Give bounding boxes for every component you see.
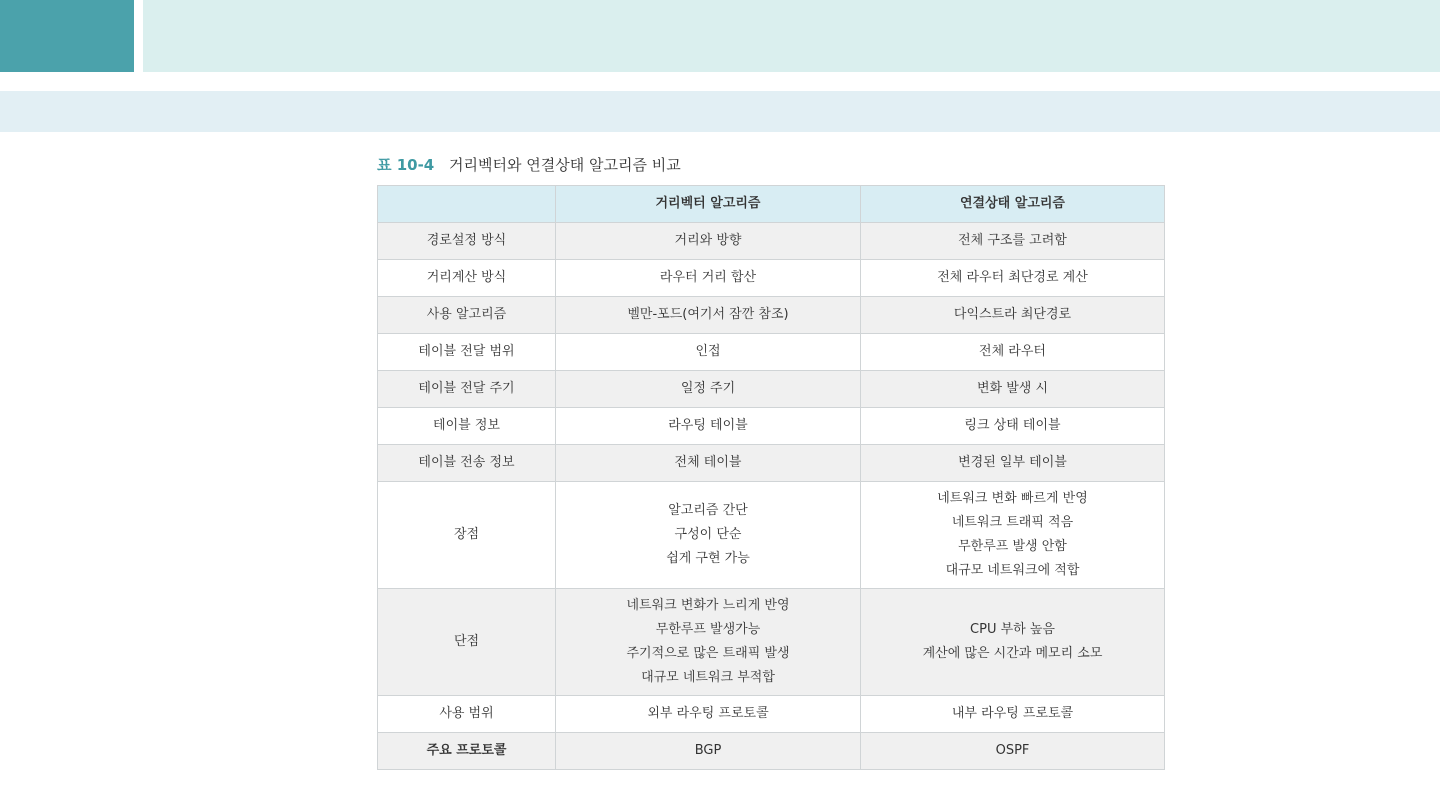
cell-line: 네트워크 변화 빠르게 반영: [937, 491, 1088, 506]
table-title: 거리벡터와 연결상태 알고리즘 비교: [449, 156, 681, 174]
dv-cell: 라우팅 테이블: [556, 408, 861, 445]
cell-line: CPU 부하 높음: [970, 622, 1055, 637]
table-row: [378, 297, 1165, 334]
header-cell-distance-vector: 거리벡터 알고리즘: [556, 186, 861, 223]
dv-cell: 벨만-포드(여기서 잠깐 참조): [556, 297, 861, 334]
header-bar: [143, 0, 1440, 72]
dv-cell: 전체 테이블: [556, 445, 861, 482]
dv-cell: [556, 482, 861, 589]
cell-line: 주기적으로 많은 트래픽 발생: [626, 646, 790, 661]
table-row: [378, 482, 1165, 589]
table-row: [378, 334, 1165, 371]
ls-cell: 전체 라우터 최단경로 계산: [861, 260, 1165, 297]
ls-cell: 변경된 일부 테이블: [861, 445, 1165, 482]
row-label: 테이블 정보: [378, 408, 556, 445]
row-label: 테이블 전달 주기: [378, 371, 556, 408]
dv-cell: 인접: [556, 334, 861, 371]
table-row: [378, 733, 1165, 770]
cell-line: 무한루프 발생가능: [655, 622, 761, 637]
row-label: 사용 알고리즘: [378, 297, 556, 334]
ls-cell: OSPF: [861, 733, 1165, 770]
cell-line: 구성이 단순: [674, 527, 742, 542]
table-row: [378, 696, 1165, 733]
dv-cell: 일정 주기: [556, 371, 861, 408]
table-header-row: [378, 186, 1165, 223]
table-row: [378, 260, 1165, 297]
row-label: 주요 프로토콜: [378, 733, 556, 770]
table-row: [378, 408, 1165, 445]
table-number: 표 10-4: [377, 156, 435, 174]
row-label: 단점: [378, 589, 556, 696]
ls-cell: 내부 라우팅 프로토콜: [861, 696, 1165, 733]
sub-header-bar: [0, 91, 1440, 132]
table-row: [378, 589, 1165, 696]
cell-line: 계산에 많은 시간과 메모리 소모: [922, 646, 1103, 661]
cell-line: 대규모 네트워크 부적합: [641, 670, 775, 685]
ls-cell: 다익스트라 최단경로: [861, 297, 1165, 334]
comparison-table: [377, 185, 1165, 770]
cell-line: 네트워크 트래픽 적음: [951, 515, 1074, 530]
row-label: 경로설정 방식: [378, 223, 556, 260]
row-label: 장점: [378, 482, 556, 589]
dv-cell: BGP: [556, 733, 861, 770]
dv-cell: 라우터 거리 합산: [556, 260, 861, 297]
ls-cell: 전체 라우터: [861, 334, 1165, 371]
dv-cell: 외부 라우팅 프로토콜: [556, 696, 861, 733]
ls-cell: 변화 발생 시: [861, 371, 1165, 408]
row-label: 사용 범위: [378, 696, 556, 733]
row-label: 거리계산 방식: [378, 260, 556, 297]
cell-line: 알고리즘 간단: [668, 503, 748, 518]
dv-cell: 거리와 방향: [556, 223, 861, 260]
row-label: 테이블 전송 정보: [378, 445, 556, 482]
table-row: [378, 445, 1165, 482]
cell-line: 쉽게 구현 가능: [666, 551, 750, 566]
header-cell-link-state: 연결상태 알고리즘: [861, 186, 1165, 223]
cell-line: 네트워크 변화가 느리게 반영: [626, 598, 790, 613]
header-accent-block: [0, 0, 134, 72]
ls-cell: [861, 589, 1165, 696]
table-caption: [377, 154, 681, 176]
cell-line: 무한루프 발생 안함: [958, 539, 1067, 554]
ls-cell: [861, 482, 1165, 589]
cell-line: 대규모 네트워크에 적합: [945, 563, 1080, 578]
header-cell-empty: [378, 186, 556, 223]
ls-cell: 전체 구조를 고려함: [861, 223, 1165, 260]
row-label: 테이블 전달 범위: [378, 334, 556, 371]
table-row: [378, 371, 1165, 408]
dv-cell: [556, 589, 861, 696]
table-row: [378, 223, 1165, 260]
ls-cell: 링크 상태 테이블: [861, 408, 1165, 445]
